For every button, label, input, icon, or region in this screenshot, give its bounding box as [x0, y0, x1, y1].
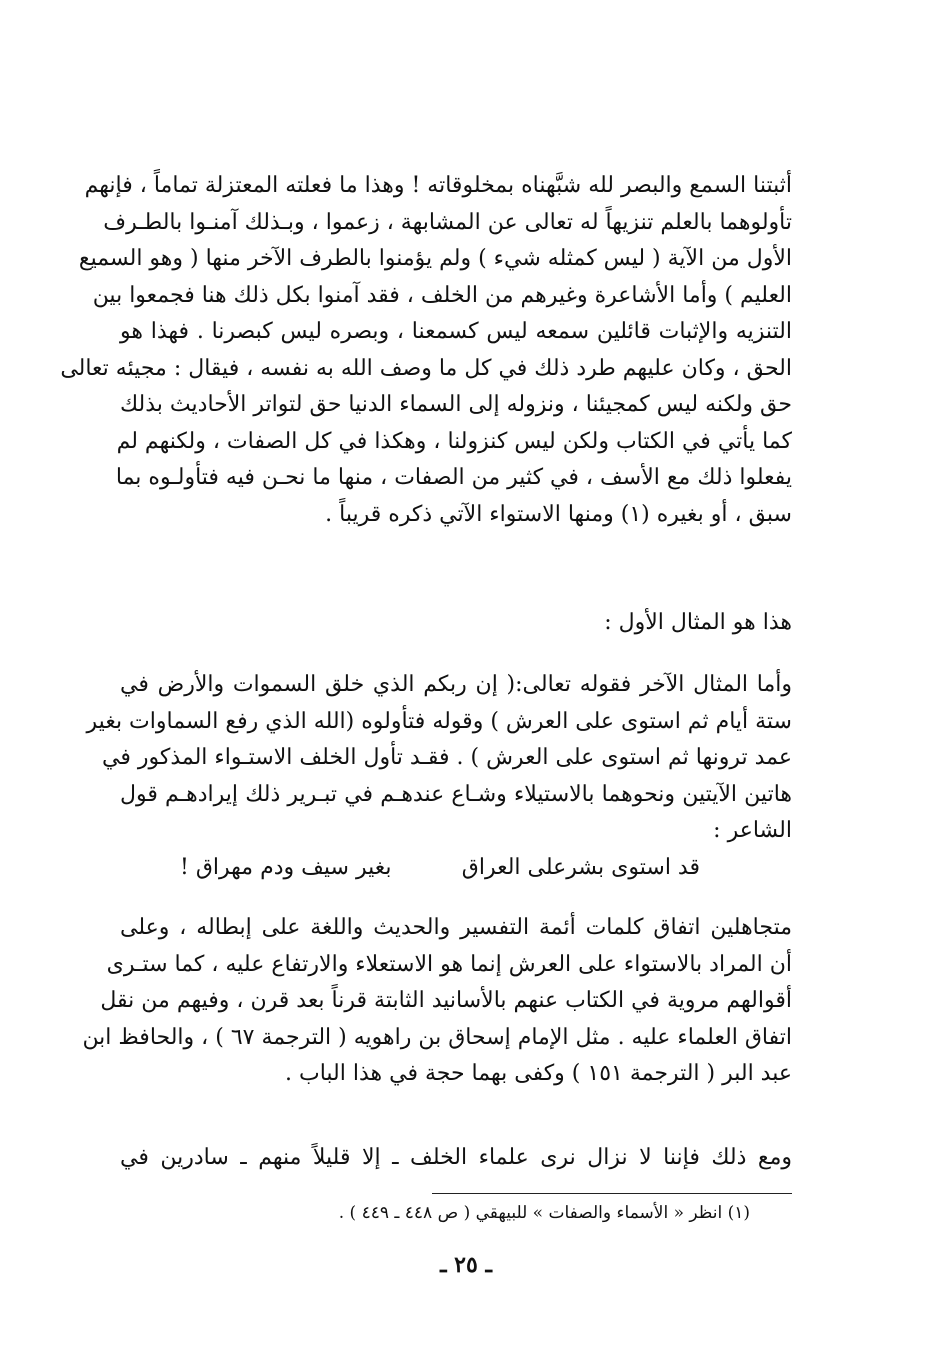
text-line: ومع ذلك فإننا لا نزال نرى علماء الخلف ـ إلا قليلاً منهم ـ سادرين في: [120, 1145, 792, 1170]
footnote: (١) انظر « الأسماء والصفات » للبيهقي ( ص ٤٤٨ ـ ٤٤٩ ) .: [338, 1203, 750, 1223]
text-line: سبق ، أو بغيره (١) ومنها الاستواء الآتي ذكره قريباً .: [325, 501, 792, 527]
text-line: وأما المثال الآخر فقوله تعالى:( إن ربكم الذي خلق السموات والأرض في: [120, 672, 792, 697]
text-line: حق ولكنه ليس كمجيئنا ، ونزوله إلى السماء الدنيا حق لتواتر الأحاديث بذلك: [120, 392, 792, 417]
text-line: العليم ) وأما الأشاعرة وغيرهم من الخلف ، فقد آمنوا بكل ذلك هنا فجمعوا بين: [92, 282, 792, 308]
text-line: هذا هو المثال الأول :: [604, 610, 792, 635]
text-line: اتفاق العلماء عليه . مثل الإمام إسحاق بن راهويه ( الترجمة ٦٧ ) ، والحافظ ابن: [82, 1024, 792, 1050]
text-line: هاتين الآيتين ونحوهما بالاستيلاء وشـاع عندهـم في تبـرير ذلك إيرادهـم قول: [120, 781, 792, 807]
text-line: أقوالهم مروية في الكتاب عنهم بالأسانيد الثابتة قرناً بعد قرن ، وفيهم من نقل: [100, 988, 792, 1013]
verse-second-hemistich: بغير سيف ودم مهراق !: [180, 855, 392, 880]
text-line: ستة أيام ثم استوى على العرش ) وقوله فتأولوه (الله الذي رفع السماوات بغير: [86, 708, 792, 734]
text-line: كما يأتي في الكتاب ولكن ليس كنزولنا ، وهكذا في كل الصفات ، ولكنهم لم: [116, 428, 792, 454]
text-line: عمد ترونها ثم استوى على العرش ) . فقـد تأول الخلف الاستـواء المذكور في: [102, 745, 792, 770]
text-line: الحق ، وكان عليهم طرد ذلك في كل ما وصف الله به نفسه ، فيقال : مجيئه تعالى: [60, 355, 792, 381]
paragraph-5: [120, 1140, 792, 1177]
text-line: يفعلوا ذلك مع الأسف ، في كثير من الصفات ، منها ما نحـن فيه فتأولـوه بما: [115, 465, 792, 490]
verse-first-hemistich: قد استوى بشرعلى العراق: [461, 855, 700, 880]
text-line: التنزيه والإثبات قائلين سمعه ليس كسمعنا ، وبصره ليس كبصرنا . فهذا هو: [120, 319, 792, 344]
text-line: أن المراد بالاستواء على العرش إنما هو الاستعلاء والارتفاع عليه ، كما ستـرى: [106, 951, 792, 977]
paragraph-3: [86, 667, 792, 850]
text-line: متجاهلين اتفاق كلمات أئمة التفسير والحديث واللغة على إبطاله ، وعلى: [120, 915, 792, 940]
text-line: الأول من الآية ( ليس كمثله شيء ) ولم يؤمنوا بالطرف الآخر منها ( وهو السميع: [78, 246, 792, 271]
paragraph-2: [120, 605, 792, 642]
text-line: أثبتنا السمع والبصر لله شبَّهناه بمخلوقاته ! وهذا ما فعلته المعتزلة تماماً ، فإنهم: [84, 173, 792, 198]
paragraph-4: [82, 910, 792, 1093]
paragraph-1: [60, 168, 792, 533]
text-line: تأولوهما بالعلم تنزيهاً له تعالى عن المشابهة ، زعموا ، وبـذلك آمنـوا بالطـرف: [103, 209, 792, 235]
poetry-verse: [180, 855, 700, 880]
page-number: ـ ٢٥ ـ: [440, 1252, 492, 1278]
footnote-divider: [432, 1193, 792, 1194]
text-line: الشاعر :: [713, 818, 792, 843]
text-line: عبد البر ( الترجمة ١٥١ ) وكفى بهما حجة في هذا الباب .: [285, 1061, 792, 1086]
